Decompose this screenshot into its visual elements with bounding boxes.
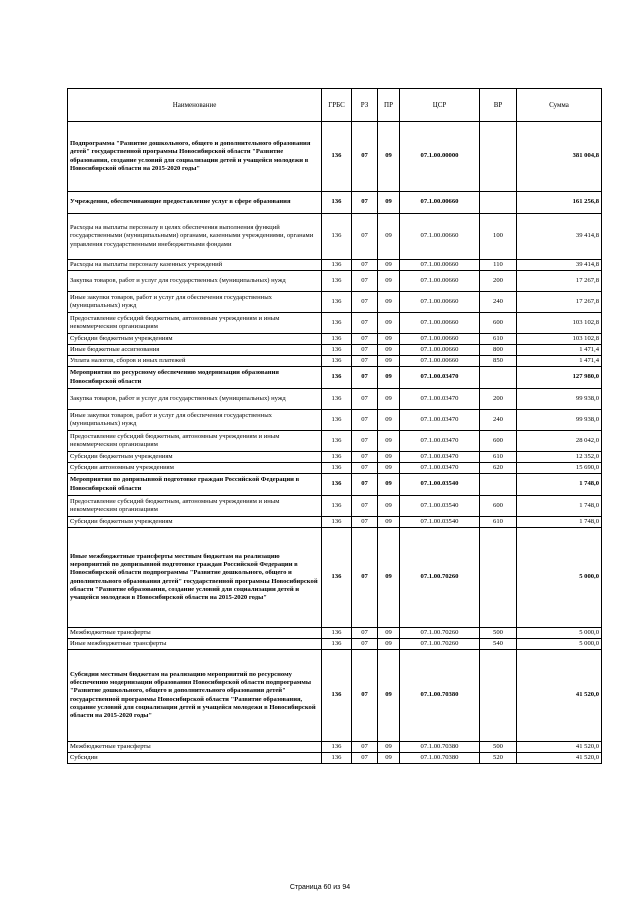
table-row (68, 313, 602, 334)
cell-csr: 07.1.00.03470 (400, 367, 480, 389)
cell-vr: 520 (480, 753, 517, 764)
cell-sum: 1 471,4 (517, 345, 602, 356)
cell-vr: 850 (480, 356, 517, 367)
cell-vr: 610 (480, 334, 517, 345)
cell-grbs: 136 (322, 528, 352, 628)
table-row (68, 639, 602, 650)
cell-pr: 09 (378, 367, 400, 389)
cell-rz: 07 (352, 452, 378, 463)
cell-grbs: 136 (322, 260, 352, 271)
table-header-row (68, 89, 602, 122)
cell-grbs: 136 (322, 356, 352, 367)
cell-vr (480, 528, 517, 628)
cell-rz: 07 (352, 192, 378, 214)
cell-grbs: 136 (322, 431, 352, 452)
table-row (68, 192, 602, 214)
cell-sum: 17 267,8 (517, 292, 602, 313)
cell-sum: 28 042,0 (517, 431, 602, 452)
cell-pr: 09 (378, 753, 400, 764)
cell-sum: 161 256,8 (517, 192, 602, 214)
cell-rz: 07 (352, 639, 378, 650)
cell-sum: 41 520,0 (517, 742, 602, 753)
cell-rz: 07 (352, 474, 378, 496)
cell-grbs: 136 (322, 410, 352, 431)
cell-pr: 09 (378, 639, 400, 650)
cell-rz: 07 (352, 742, 378, 753)
cell-pr: 09 (378, 528, 400, 628)
cell-csr: 07.1.00.03470 (400, 431, 480, 452)
cell-vr: 610 (480, 452, 517, 463)
cell-pr: 09 (378, 334, 400, 345)
cell-vr (480, 192, 517, 214)
cell-sum: 17 267,8 (517, 271, 602, 292)
cell-csr: 07.1.00.03470 (400, 452, 480, 463)
cell-grbs: 136 (322, 474, 352, 496)
cell-sum: 41 520,0 (517, 650, 602, 742)
cell-name: Субсидии бюджетным учреждениям (68, 517, 322, 528)
cell-name: Учреждения, обеспечивающие предоставление услуг в сфере образования (68, 192, 322, 214)
cell-name: Предоставление субсидий бюджетным, автономным учреждениям и иным некоммерческим организациям (68, 431, 322, 452)
table-row (68, 410, 602, 431)
cell-vr: 200 (480, 389, 517, 410)
cell-name: Расходы на выплаты персоналу казенных учреждений (68, 260, 322, 271)
cell-pr: 09 (378, 356, 400, 367)
cell-grbs: 136 (322, 517, 352, 528)
cell-rz: 07 (352, 410, 378, 431)
cell-grbs: 136 (322, 192, 352, 214)
cell-grbs: 136 (322, 742, 352, 753)
cell-name: Иные межбюджетные трансферты (68, 639, 322, 650)
cell-pr: 09 (378, 474, 400, 496)
cell-csr: 07.1.00.03470 (400, 410, 480, 431)
cell-csr: 07.1.00.00660 (400, 292, 480, 313)
table-row (68, 742, 602, 753)
cell-rz: 07 (352, 214, 378, 260)
cell-name: Предоставление субсидий бюджетным, автономным учреждениям и иным некоммерческим организациям (68, 313, 322, 334)
cell-csr: 07.1.00.00660 (400, 356, 480, 367)
cell-rz: 07 (352, 271, 378, 292)
table-row (68, 389, 602, 410)
cell-name: Иные бюджетные ассигнования (68, 345, 322, 356)
cell-rz: 07 (352, 334, 378, 345)
table-row (68, 356, 602, 367)
cell-name: Межбюджетные трансферты (68, 742, 322, 753)
cell-csr: 07.1.00.00660 (400, 313, 480, 334)
cell-sum: 41 520,0 (517, 753, 602, 764)
header-name: Наименование (68, 89, 322, 122)
cell-rz: 07 (352, 431, 378, 452)
table-body (68, 122, 602, 764)
cell-sum: 1 748,0 (517, 496, 602, 517)
table-row (68, 334, 602, 345)
cell-csr: 07.1.00.03470 (400, 389, 480, 410)
cell-name: Уплата налогов, сборов и иных платежей (68, 356, 322, 367)
cell-name: Мероприятия по ресурсному обеспечению модернизации образования Новосибирской области (68, 367, 322, 389)
table-row (68, 260, 602, 271)
cell-rz: 07 (352, 313, 378, 334)
cell-rz: 07 (352, 367, 378, 389)
cell-pr: 09 (378, 313, 400, 334)
cell-pr: 09 (378, 463, 400, 474)
cell-pr: 09 (378, 192, 400, 214)
cell-sum: 5 000,0 (517, 628, 602, 639)
header-rz: РЗ (352, 89, 378, 122)
cell-grbs: 136 (322, 214, 352, 260)
cell-sum: 103 102,8 (517, 334, 602, 345)
cell-rz: 07 (352, 650, 378, 742)
cell-vr: 110 (480, 260, 517, 271)
cell-csr: 07.1.00.00660 (400, 345, 480, 356)
cell-pr: 09 (378, 742, 400, 753)
cell-pr: 09 (378, 431, 400, 452)
cell-sum: 12 352,0 (517, 452, 602, 463)
cell-sum: 1 748,0 (517, 474, 602, 496)
table-row (68, 753, 602, 764)
cell-grbs: 136 (322, 334, 352, 345)
cell-pr: 09 (378, 389, 400, 410)
cell-vr: 600 (480, 313, 517, 334)
table-row (68, 122, 602, 192)
table-row (68, 345, 602, 356)
cell-name: Субсидии (68, 753, 322, 764)
cell-name: Предоставление субсидий бюджетным, автономным учреждениям и иным некоммерческим организациям (68, 496, 322, 517)
cell-rz: 07 (352, 517, 378, 528)
cell-rz: 07 (352, 528, 378, 628)
cell-pr: 09 (378, 214, 400, 260)
cell-vr: 610 (480, 517, 517, 528)
cell-sum: 39 414,8 (517, 260, 602, 271)
cell-grbs: 136 (322, 292, 352, 313)
cell-sum: 1 471,4 (517, 356, 602, 367)
table-row (68, 431, 602, 452)
cell-csr: 07.1.00.00660 (400, 271, 480, 292)
cell-sum: 39 414,8 (517, 214, 602, 260)
header-sum: Сумма (517, 89, 602, 122)
cell-vr (480, 650, 517, 742)
cell-rz: 07 (352, 496, 378, 517)
cell-grbs: 136 (322, 313, 352, 334)
cell-name: Иные межбюджетные трансферты местным бюджетам на реализацию мероприятий по допризывной подготовке граждан Российской Федерации в Новосибирской области подпрограммы "Развитие дошкольного, общего и дополнительного образования детей" государственной программы Новосибирской области "Развитие образования, создание условий для социализации детей и учащейся молодежи в Новосибирской области на 2015-2020 годы" (68, 528, 322, 628)
cell-vr: 540 (480, 639, 517, 650)
cell-pr: 09 (378, 345, 400, 356)
header-pr: ПР (378, 89, 400, 122)
cell-vr: 800 (480, 345, 517, 356)
cell-vr: 200 (480, 271, 517, 292)
cell-vr: 240 (480, 292, 517, 313)
cell-csr: 07.1.00.03540 (400, 517, 480, 528)
cell-csr: 07.1.00.70380 (400, 753, 480, 764)
header-csr: ЦСР (400, 89, 480, 122)
cell-grbs: 136 (322, 345, 352, 356)
cell-rz: 07 (352, 389, 378, 410)
cell-name: Субсидии автономным учреждениям (68, 463, 322, 474)
cell-vr: 600 (480, 431, 517, 452)
cell-vr: 500 (480, 742, 517, 753)
table-row (68, 474, 602, 496)
cell-csr: 07.1.00.03470 (400, 463, 480, 474)
cell-sum: 103 102,8 (517, 313, 602, 334)
cell-pr: 09 (378, 260, 400, 271)
cell-grbs: 136 (322, 452, 352, 463)
cell-pr: 09 (378, 452, 400, 463)
table-row (68, 496, 602, 517)
cell-grbs: 136 (322, 367, 352, 389)
cell-vr (480, 122, 517, 192)
cell-csr: 07.1.00.00660 (400, 334, 480, 345)
table-row (68, 292, 602, 313)
budget-table (67, 88, 602, 764)
cell-name: Субсидии местным бюджетам на реализацию мероприятий по ресурсному обеспечению модернизации образования Новосибирской области подпрограммы "Развитие дошкольного, общего и дополнительного образования детей" государственной программы Новосибирской области "Развитие образования, создание условий для социализации детей и учащейся молодежи в Новосибирской области на 2015-2020 годы" (68, 650, 322, 742)
cell-sum: 5 000,0 (517, 639, 602, 650)
cell-pr: 09 (378, 628, 400, 639)
table-row (68, 650, 602, 742)
table-row (68, 528, 602, 628)
cell-name: Закупка товаров, работ и услуг для государственных (муниципальных) нужд (68, 389, 322, 410)
cell-csr: 07.1.00.00660 (400, 214, 480, 260)
cell-rz: 07 (352, 345, 378, 356)
cell-sum: 1 748,0 (517, 517, 602, 528)
cell-vr: 600 (480, 496, 517, 517)
cell-vr (480, 367, 517, 389)
cell-vr: 100 (480, 214, 517, 260)
cell-rz: 07 (352, 463, 378, 474)
cell-sum: 127 980,0 (517, 367, 602, 389)
cell-grbs: 136 (322, 753, 352, 764)
cell-sum: 5 000,0 (517, 528, 602, 628)
cell-grbs: 136 (322, 650, 352, 742)
cell-grbs: 136 (322, 271, 352, 292)
cell-sum: 99 938,0 (517, 410, 602, 431)
cell-sum: 15 690,0 (517, 463, 602, 474)
cell-sum: 381 004,8 (517, 122, 602, 192)
cell-csr: 07.1.00.03540 (400, 496, 480, 517)
cell-csr: 07.1.00.70380 (400, 650, 480, 742)
cell-name: Субсидии бюджетным учреждениям (68, 334, 322, 345)
cell-pr: 09 (378, 650, 400, 742)
cell-grbs: 136 (322, 496, 352, 517)
cell-csr: 07.1.00.03540 (400, 474, 480, 496)
cell-rz: 07 (352, 260, 378, 271)
cell-pr: 09 (378, 271, 400, 292)
cell-name: Иные закупки товаров, работ и услуг для обеспечения государственных (муниципальных) нужд (68, 410, 322, 431)
cell-rz: 07 (352, 122, 378, 192)
cell-pr: 09 (378, 517, 400, 528)
cell-vr: 240 (480, 410, 517, 431)
cell-pr: 09 (378, 496, 400, 517)
cell-sum: 99 938,0 (517, 389, 602, 410)
cell-name: Подпрограмма "Развитие дошкольного, общего и дополнительного образования детей" государственной программы Новосибирской области "Развитие образования, создание условий для социализации детей и учащейся молодежи в Новосибирской области на 2015-2020 годы" (68, 122, 322, 192)
cell-grbs: 136 (322, 389, 352, 410)
cell-grbs: 136 (322, 628, 352, 639)
table-row (68, 628, 602, 639)
cell-name: Иные закупки товаров, работ и услуг для обеспечения государственных (муниципальных) нужд (68, 292, 322, 313)
cell-vr: 620 (480, 463, 517, 474)
cell-name: Мероприятия по допризывной подготовке граждан Российской Федерации в Новосибирской области (68, 474, 322, 496)
cell-csr: 07.1.00.70380 (400, 742, 480, 753)
cell-grbs: 136 (322, 463, 352, 474)
table-row (68, 517, 602, 528)
cell-csr: 07.1.00.70260 (400, 628, 480, 639)
cell-grbs: 136 (322, 639, 352, 650)
cell-name: Межбюджетные трансферты (68, 628, 322, 639)
cell-csr: 07.1.00.00000 (400, 122, 480, 192)
cell-name: Субсидии бюджетным учреждениям (68, 452, 322, 463)
table-row (68, 463, 602, 474)
table-row (68, 452, 602, 463)
cell-name: Расходы на выплаты персоналу в целях обеспечения выполнения функций государственными (муниципальными) органами, казенными учреждениями, органами управления государственными внебюджетными фондами (68, 214, 322, 260)
page-number: Страница 60 из 94 (289, 884, 351, 891)
cell-rz: 07 (352, 753, 378, 764)
table-row (68, 214, 602, 260)
cell-pr: 09 (378, 410, 400, 431)
cell-csr: 07.1.00.00660 (400, 192, 480, 214)
cell-pr: 09 (378, 292, 400, 313)
cell-pr: 09 (378, 122, 400, 192)
cell-vr (480, 474, 517, 496)
cell-csr: 07.1.00.70260 (400, 528, 480, 628)
cell-rz: 07 (352, 292, 378, 313)
cell-csr: 07.1.00.70260 (400, 639, 480, 650)
cell-grbs: 136 (322, 122, 352, 192)
cell-rz: 07 (352, 628, 378, 639)
cell-name: Закупка товаров, работ и услуг для государственных (муниципальных) нужд (68, 271, 322, 292)
table-row (68, 367, 602, 389)
cell-vr: 500 (480, 628, 517, 639)
header-vr: ВР (480, 89, 517, 122)
table-row (68, 271, 602, 292)
header-grbs: ГРБС (322, 89, 352, 122)
cell-csr: 07.1.00.00660 (400, 260, 480, 271)
cell-rz: 07 (352, 356, 378, 367)
